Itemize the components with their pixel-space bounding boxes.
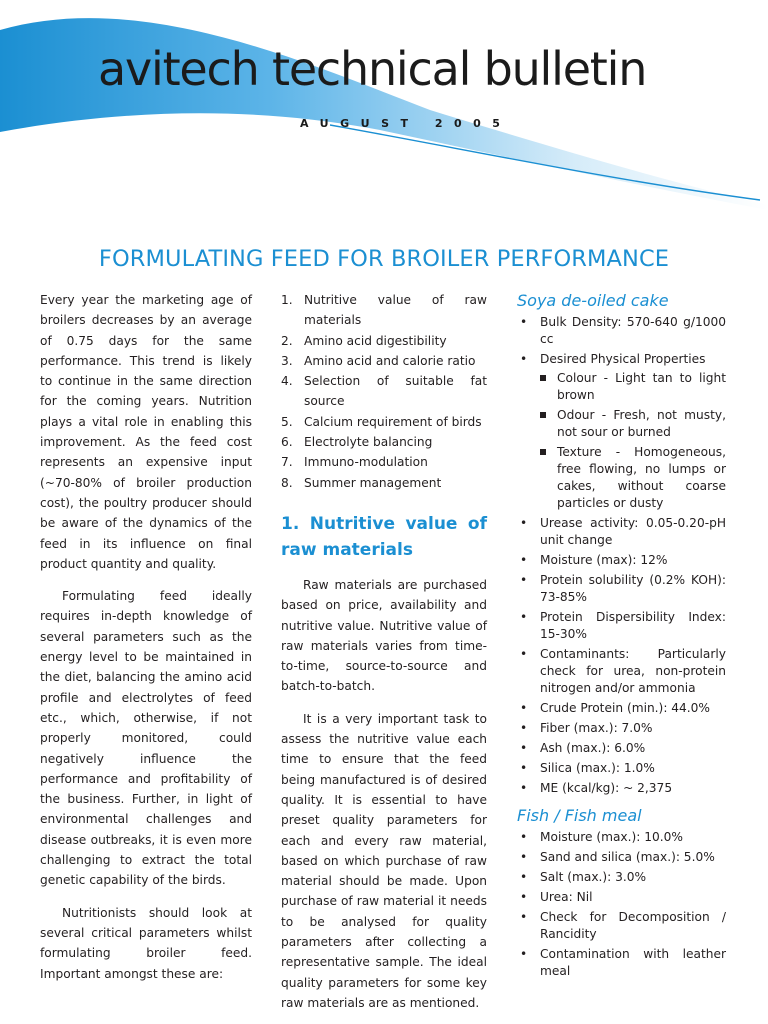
intro-paragraph: Every year the marketing age of broilers decreases by an average of 0.75 days for the same performance. This trend is likely to continue in the same direction for the coming years. Nutrition plays a vital role in enabling this improvement. As the feed cost represents an expensive input (~70-80% of broiler production cost), the poultry producer should be aware of the dynamics of the feed in its influence on final product quantity and quality.	[40, 293, 252, 571]
list-item: • Ash (max.): 6.0%	[520, 741, 646, 755]
bullet-icon: •	[520, 890, 528, 904]
bullet-icon: •	[520, 850, 528, 864]
list-item: • Contaminants: Particularly check for urea, non-protein nitrogen and/or ammonia	[520, 647, 726, 695]
bullet-icon: •	[520, 741, 528, 755]
list-item: • Crude Protein (min.): 44.0%	[520, 701, 711, 715]
column-left	[40, 290, 252, 984]
square-bullet-icon	[540, 412, 546, 418]
list-item: 4. Selection of suitable fat source	[281, 374, 487, 409]
bullet-icon: •	[520, 573, 528, 587]
list-item: • Protein solubility (0.2% KOH): 73-85%	[520, 573, 726, 604]
body-paragraph: Formulating feed ideally requires in-depth knowledge of several parameters such as the energy level to be maintained in the diet, balancing the amino acid profile and electrolytes of feed etc., which, otherwise, if not properly monitored, could negatively influence the performance and profitability of the business. Further, in light of environmental challenges and disease outbreaks, it is even more challenging to extract the total genetic capability of the birds.	[40, 589, 252, 888]
fish-spec-list	[517, 829, 726, 980]
bulletin-title: avitech technical bulletin	[98, 42, 647, 96]
list-item: • ME (kcal/kg): ~ 2,375	[520, 781, 673, 795]
header-swoosh	[0, 0, 768, 220]
body-paragraph: It is a very important task to assess the nutritive value each time to ensure that the feed being manufactured is of desired quality. It is essential to have preset quality parameters for each and every raw material, based on which purchase of raw material should be made. Upon purchase of raw material it needs to be analysed for quality parameters after collecting a representative sample. The ideal quality parameters for some key raw materials are as mentioned.	[281, 711, 487, 1010]
list-item: 8. Summer management	[281, 475, 442, 490]
soya-spec-list	[517, 314, 726, 797]
list-item: 1. Nutritive value of raw materials	[281, 293, 487, 328]
bullet-icon: •	[520, 761, 528, 775]
list-item: • Protein Dispersibility Index: 15-30%	[520, 610, 726, 641]
issue-date: AUGUST 2005	[300, 117, 512, 130]
list-item: • Salt (max.): 3.0%	[520, 870, 647, 884]
bullet-icon: •	[520, 947, 528, 961]
parameter-list	[281, 290, 487, 493]
list-item: Colour - Light tan to light brown	[540, 370, 726, 404]
fish-meal-heading: Fish / Fish meal	[517, 806, 642, 825]
list-item: 6. Electrolyte balancing	[281, 435, 433, 450]
column-right	[517, 290, 726, 983]
bullet-icon: •	[520, 701, 528, 715]
body-paragraph: Raw materials are purchased based on price, availability and nutritive value. Nutritive value of raw materials varies from time-to-time, source-to-source and batch-to-batch.	[281, 577, 487, 694]
bullet-icon: •	[520, 315, 528, 329]
bullet-icon: •	[520, 721, 528, 735]
bullet-icon: •	[520, 781, 528, 795]
list-item: • Urea: Nil	[520, 890, 593, 904]
list-item: Odour - Fresh, not musty, not sour or burned	[540, 407, 726, 441]
article-title: FORMULATING FEED FOR BROILER PERFORMANCE	[98, 246, 670, 272]
square-bullet-icon	[540, 449, 546, 455]
list-item: 7. Immuno-modulation	[281, 455, 428, 470]
list-item: 5. Calcium requirement of birds	[281, 414, 482, 429]
bullet-icon: •	[520, 870, 528, 884]
bullet-icon: •	[520, 910, 528, 924]
list-item: 3. Amino acid and calorie ratio	[281, 353, 476, 368]
list-item: • Sand and silica (max.): 5.0%	[520, 850, 715, 864]
square-bullet-icon	[540, 375, 546, 381]
bullet-icon: •	[520, 610, 528, 624]
list-item: • Silica (max.): 1.0%	[520, 761, 655, 775]
list-item: • Urease activity: 0.05-0.20-pH unit change	[520, 516, 726, 547]
bullet-icon: •	[520, 830, 528, 844]
list-item: 2. Amino acid digestibility	[281, 333, 447, 348]
bullet-icon: •	[520, 516, 528, 530]
soya-heading: Soya de-oiled cake	[517, 291, 669, 310]
body-paragraph: Nutritionists should look at several critical parameters whilst formulating broiler feed. Important amongst these are:	[40, 905, 252, 981]
list-item: • Moisture (max.): 10.0%	[520, 830, 683, 844]
bullet-icon: •	[520, 647, 528, 661]
physical-properties-list	[540, 370, 726, 512]
column-middle	[281, 290, 487, 1013]
list-item: • Moisture (max): 12%	[520, 553, 668, 567]
list-item: Texture - Homogeneous, free flowing, no lumps or cakes, without coarse particles or dusty	[540, 444, 726, 512]
bullet-icon: •	[520, 352, 528, 366]
list-item: • Desired Physical Properties Colour - Light tan to light brown Odour - Fresh, not musty, not sour or burned Texture - Homogeneous, free flowing, no lumps or cakes, without coarse particles or dusty	[520, 352, 726, 510]
section-heading: 1. Nutritive value of raw materials	[281, 513, 487, 560]
list-item: • Fiber (max.): 7.0%	[520, 721, 653, 735]
list-item: • Contamination with leather meal	[520, 947, 726, 978]
list-item: • Bulk Density: 570-640 g/1000 cc	[520, 315, 726, 346]
bullet-icon: •	[520, 553, 528, 567]
list-item: • Check for Decomposition / Rancidity	[520, 910, 726, 941]
